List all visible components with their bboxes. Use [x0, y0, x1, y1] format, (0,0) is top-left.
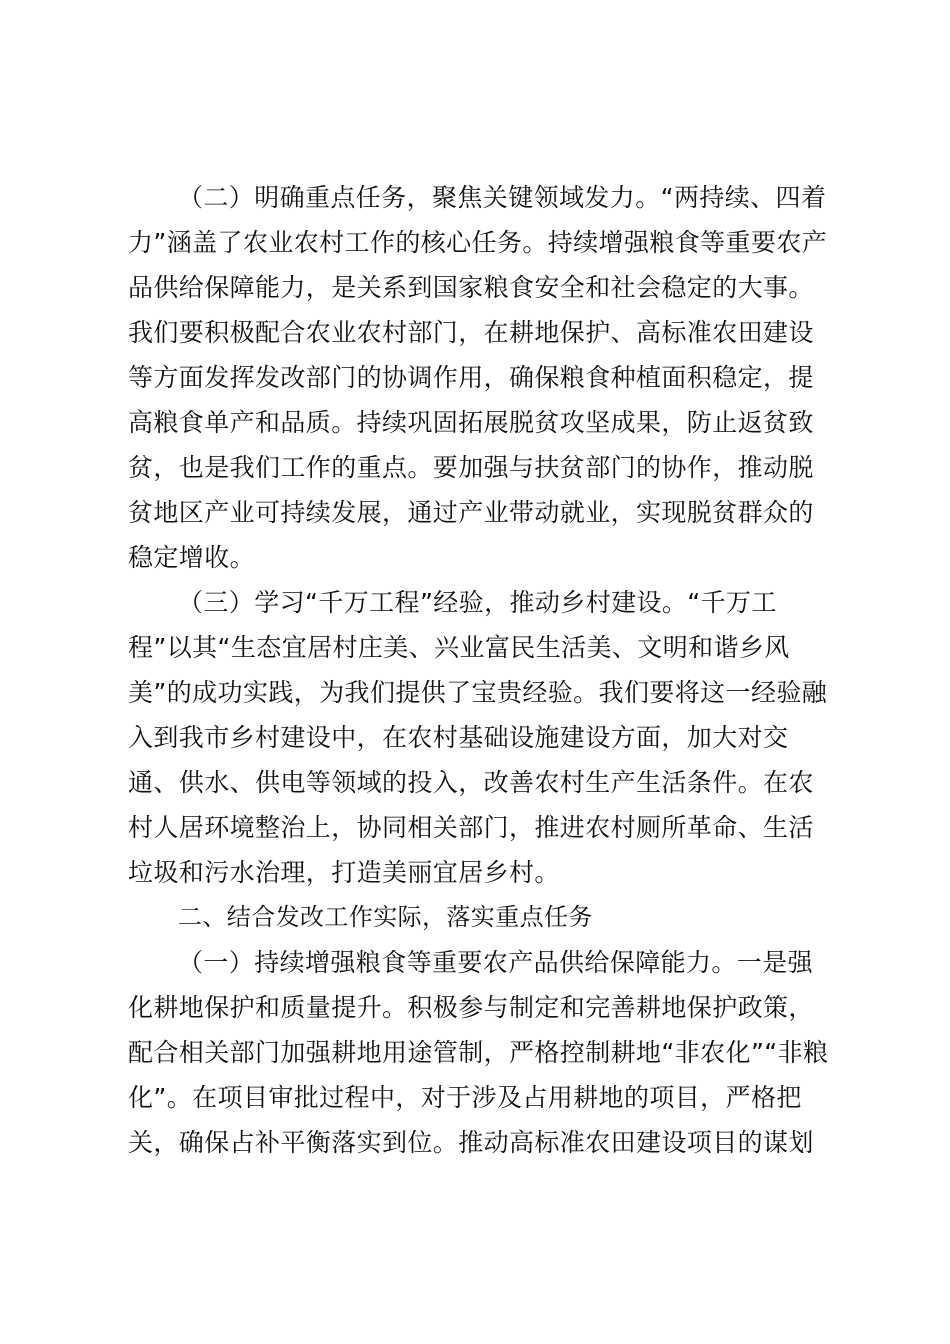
- section-heading: 二、结合发改工作实际，落实重点任务: [178, 903, 593, 931]
- paragraph-3-line-3: 美”的成功实践，为我们提供了宝贵经验。我们要将这一经验融: [128, 678, 828, 707]
- paragraph-2-line-1: （二）明确重点任务，聚焦关键领域发力。“两持续、四着: [178, 183, 827, 212]
- paragraph-3-line-1: （三）学习“千万工程”经验，推动乡村建设。“千万工: [178, 588, 777, 617]
- paragraph-4-line-3: 配合相关部门加强耕地用途管制，严格控制耕地“非农化”“非粮: [128, 1038, 829, 1067]
- paragraph-2-line-3: 品供给保障能力，是关系到国家粮食安全和社会稳定的大事。: [128, 273, 814, 302]
- paragraph-2-line-6: 高粮食单产和品质。持续巩固拓展脱贫攻坚成果，防止返贫致: [128, 408, 814, 437]
- paragraph-2-line-5: 等方面发挥发改部门的协调作用，确保粮食种植面积稳定，提: [128, 363, 814, 392]
- paragraph-2-line-2: 力”涵盖了农业农村工作的核心任务。持续增强粮食等重要农产: [128, 228, 828, 257]
- paragraph-2-line-7: 贫，也是我们工作的重点。要加强与扶贫部门的协作，推动脱: [128, 453, 814, 482]
- paragraph-4-line-4: 化”。在项目审批过程中，对于涉及占用耕地的项目，严格把: [128, 1083, 802, 1112]
- paragraph-2-line-4: 我们要积极配合农业农村部门，在耕地保护、高标准农田建设: [128, 318, 814, 347]
- paragraph-4-line-5: 关，确保占补平衡落实到位。推动高标准农田建设项目的谋划: [128, 1128, 814, 1157]
- paragraph-3-line-7: 垃圾和污水治理，打造美丽宜居乡村。: [128, 858, 560, 887]
- paragraph-2-line-9: 稳定增收。: [128, 543, 256, 572]
- document-body: [128, 175, 838, 1165]
- paragraph-2-line-8: 贫地区产业可持续发展，通过产业带动就业，实现脱贫群众的: [128, 498, 814, 527]
- paragraph-3-line-5: 通、供水、供电等领域的投入，改善农村生产生活条件。在农: [128, 768, 814, 797]
- paragraph-4-line-2: 化耕地保护和质量提升。积极参与制定和完善耕地保护政策，: [128, 993, 814, 1022]
- paragraph-4-line-1: （一）持续增强粮食等重要农产品供给保障能力。一是强: [178, 948, 814, 977]
- paragraph-3-line-4: 入到我市乡村建设中，在农村基础设施建设方面，加大对交: [128, 723, 789, 752]
- paragraph-3-line-2: 程”以其“生态宜居村庄美、兴业富民生活美、文明和谐乡风: [128, 633, 790, 662]
- paragraph-3-line-6: 村人居环境整治上，协同相关部门，推进农村厕所革命、生活: [128, 813, 814, 842]
